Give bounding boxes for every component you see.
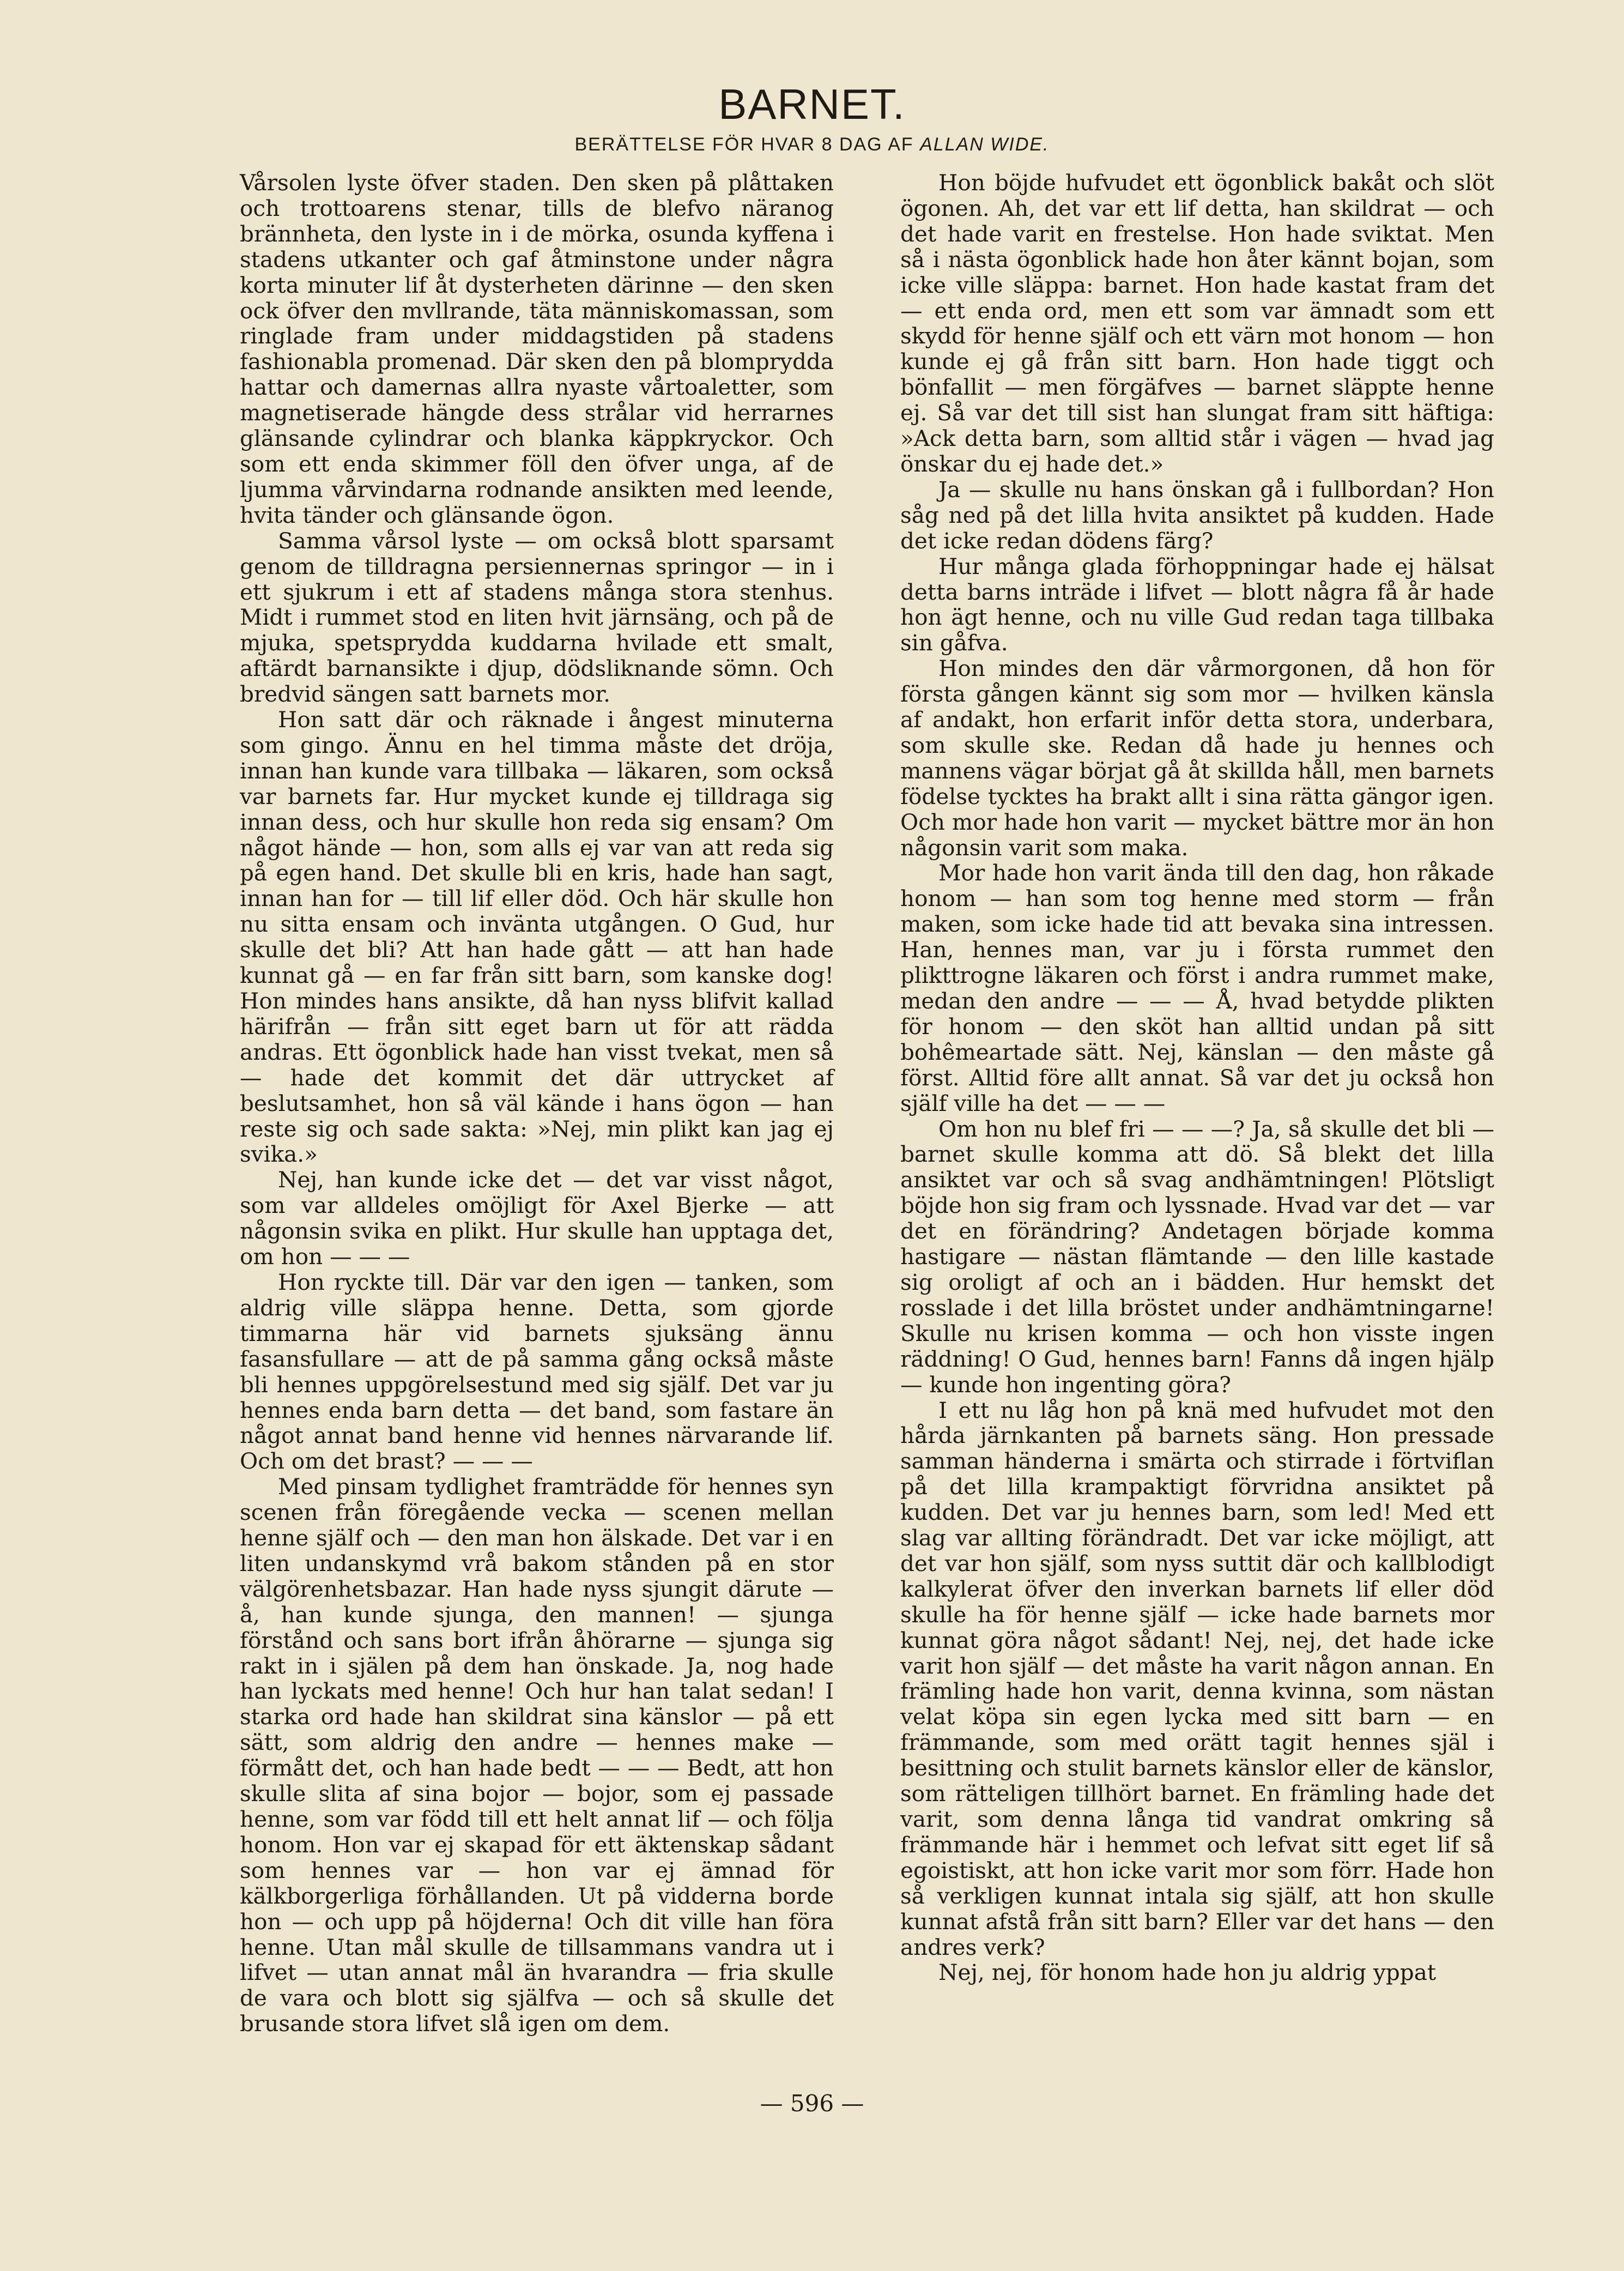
paragraph: Om hon nu blef fri — — —? Ja, så skulle det bli — barnet skulle komma att dö. Så blekt det lilla ansiktet var och så svag andhämtningen! Plötsligt böjde hon sig fram och lyssnade. Hvad var det — var det en förändring? Andetagen började komma hastigare — nästan flämtande — den lille kastade sig oroligt af och an i bädden. Hur hemskt det rosslade i det lilla bröstet under andhämtningarne! Skulle nu krisen komma — och hon visste ingen räddning! O Gud, hennes barn! Fanns då ingen hjälp — kunde hon ingenting göra? — [900, 1115, 1494, 1398]
paragraph: Ja — skulle nu hans önskan gå i fullbordan? Hon såg ned på det lilla hvita ansiktet på kudden. Hade det icke redan dödens färg? — [900, 476, 1494, 554]
paragraph: Mor hade hon varit ända till den dag, hon råkade honom — han som tog henne med storm — från maken, som icke hade tid att bevaka sina intressen. Han, hennes man, var ju i första rummet den plikttrogne läkaren och först i andra rummet make, medan den andre — — — Å, hvad betydde plikten för honom — den sköt han alltid undan på sitt bohêmeartade sätt. Nej, känslan — den måste gå först. Alltid före allt annat. Så var det ju också hon själf ville ha det — — — — [900, 860, 1494, 1116]
paragraph: I ett nu låg hon på knä med hufvudet mot den hårda järnkanten på barnets säng. Hon pressade samman händerna i smärta och stirrade i förtviflan på det lilla krampaktigt förvridna ansiktet på kudden. Det var ju hennes barn, som led! Med ett slag var allting förändradt. Det var icke möjligt, att det var hon själf, som nyss suttit där och kallblodigt kalkylerat öfver den inverkan barnets lif eller död skulle ha för henne själf — icke hade barnets mor kunnat göra något sådant! Nej, nej, det hade icke varit hon själf — det måste ha varit någon annan. En främling hade hon varit, denna kvinna, som nästan velat köpa sin egen lycka med sitt barn — en främmande, som med orätt tagit hennes själ i besittning och stulit barnets känslor eller de känslor, som rätteligen tillhört barnet. En främling hade det varit, som denna långa tid vandrat omkring så främmande här i hemmet och lefvat sitt eget lif så egoistiskt, att hon icke varit mor som förr. Hade hon så verkligen kunnat intala sig själf, att hon skulle kunnat afstå från sitt barn? Eller var det hans — den andres verk? — [900, 1397, 1494, 1960]
paragraph: Med pinsam tydlighet framträdde för hennes syn scenen från föregående vecka — scenen mellan henne själf och — den man hon älskade. Det var i en liten undanskymd vrå bakom stånden på en stor välgörenhetsbazar. Han hade nyss sjungit därute — å, han kunde sjunga, den mannen! — sjunga förstånd och sans bort ifrån åhörarne — sjunga sig rakt in i själen på dem han önskade. Ja, nog hade han lyckats med henne! Och hur han talat sedan! I starka ord hade han skildrat sina känslor — på ett sätt, som aldrig den andre — hennes make — förmått det, och han hade bedt — — — Bedt, att hon skulle slita af sina bojor — bojor, som ej passade henne, som var född till ett helt annat lif — och följa honom. Hon var ej skapad för ett äktenskap sådant som hennes var — hon var ej ämnad för kälkborgerliga förhållanden. Ut på vidderna borde hon — och upp på höjderna! Och dit ville han föra henne. Utan mål skulle de tillsammans vandra ut i lifvet — utan annat mål än hvarandra — fria skulle de vara och blott sig själfva — och så skulle det brusande stora lifvet slå igen om dem. — [240, 1473, 834, 2037]
author-name: ALLAN WIDE. — [920, 134, 1050, 155]
right-column — [900, 170, 1494, 1985]
paragraph: Hon mindes den där vårmorgonen, då hon för första gången kännt sig som mor — hvilken känsla af andakt, hon erfarit inför detta stora, underbara, som skulle ske. Redan då hade ju hennes och mannens vägar börjat gå åt skillda håll, men barnets födelse tycktes ha brakt allt i sina rätta gängor igen. Och mor hade hon varit — mycket bättre mor än hon någonsin varit som maka. — [900, 655, 1494, 861]
paragraph: Vårsolen lyste öfver staden. Den sken på plåttaken och trottoarens stenar, tills de blefvo näranog brännheta, den lyste in i de mörka, osunda kyffena i stadens utkanter och gaf åtminstone under några korta minuter lif åt dysterheten därinne — den sken ock öfver den mvllrande, täta människomassan, som ringlade fram under middagstiden på stadens fashionabla promenad. Där sken den på blomprydda hattar och damernas allra nyaste vårtoaletter, som magnetiserade hängde dess strålar vid herrarnes glänsande cylindrar och blanka käppkryckor. Och som ett enda skimmer föll den öfver unga, af de ljumma vårvindarna rodnande ansikten med leende, hvita tänder och glänsande ögon. — [240, 170, 834, 528]
paragraph: Hon ryckte till. Där var den igen — tanken, som aldrig ville släppa henne. Detta, som gjorde timmarna här vid barnets sjuksäng ännu fasansfullare — att de på samma gång också måste bli hennes uppgörelsestund med sig själf. Det var ju hennes enda barn detta — det band, som fastare än något annat band henne vid hennes närvarande lif. Och om det brast? — — — — [240, 1269, 834, 1475]
paragraph: Hur många glada förhoppningar hade ej hälsat detta barns inträde i lifvet — blott några få år hade hon ägt henne, och nu ville Gud redan taga tillbaka sin gåfva. — [900, 553, 1494, 656]
story-title: BARNET. — [718, 80, 906, 128]
left-column — [240, 170, 834, 2037]
paragraph: Nej, nej, för honom hade hon ju aldrig yppat — [938, 1959, 1437, 1986]
paragraph: Hon böjde hufvudet ett ögonblick bakåt och slöt ögonen. Ah, det var ett lif detta, han skildrat — och det hade varit en frestelse. Hon hade sviktat. Men så i nästa ögonblick hade hon åter kännt bojan, som icke ville släppa: barnet. Hon hade kastat fram det — ett enda ord, men ett som var ämnadt som ett skydd för henne själf och ett värn mot honom — hon kunde ej gå från sitt barn. Hon hade tiggt och bönfallit — men förgäfves — barnet släppte henne ej. Så var det till sist han slungat fram sitt häftiga: »Ack detta barn, som alltid står i vägen — hvad jag önskar du ej hade det.» — [900, 170, 1494, 477]
paragraph: Nej, han kunde icke det — det var visst något, som var alldeles omöjligt för Axel Bjerke — att någonsin svika en plikt. Hur skulle han upptaga det, om hon — — — — [240, 1167, 834, 1270]
paragraph: Hon satt där och räknade i ångest minuterna som gingo. Ännu en hel timma måste det dröja, innan han kunde vara tillbaka — läkaren, som också var barnets far. Hur mycket kunde ej tilldraga sig innan dess, och hur skulle hon reda sig ensam? Om något hände — hon, som alls ej var van att reda sig på egen hand. Det skulle bli en kris, hade han sagt, innan han for — till lif eller död. Och här skulle hon nu sitta ensam och invänta utgången. O Gud, hur skulle det bli? Att han hade gått — att han hade kunnat gå — en far från sitt barn, som kanske dog! Hon mindes hans ansikte, då han nyss blifvit kallad härifrån — från sitt eget barn ut för att rädda andras. Ett ögonblick hade han visst tvekat, men så — hade det kommit det där uttrycket af beslutsamhet, hon så väl kände i hans ögon — han reste sig och sade sakta: »Nej, min plikt kan jag ej svika.» — [240, 706, 834, 1168]
page-number: — 596 — — [760, 2090, 864, 2117]
paragraph: Samma vårsol lyste — om också blott sparsamt genom de tilldragna persiennernas springor — in i ett sjukrum i ett af stadens många stora stenhus. Midt i rummet stod en liten hvit järnsäng, och på de mjuka, spetsprydda kuddarna hvilade ett smalt, aftärdt barnansikte i djup, dödsliknande sömn. Och bredvid sängen satt barnets mor. — [240, 527, 834, 708]
byline-text: BERÄTTELSE FÖR HVAR 8 DAG AF — [574, 134, 914, 155]
story-byline — [0, 135, 1624, 154]
